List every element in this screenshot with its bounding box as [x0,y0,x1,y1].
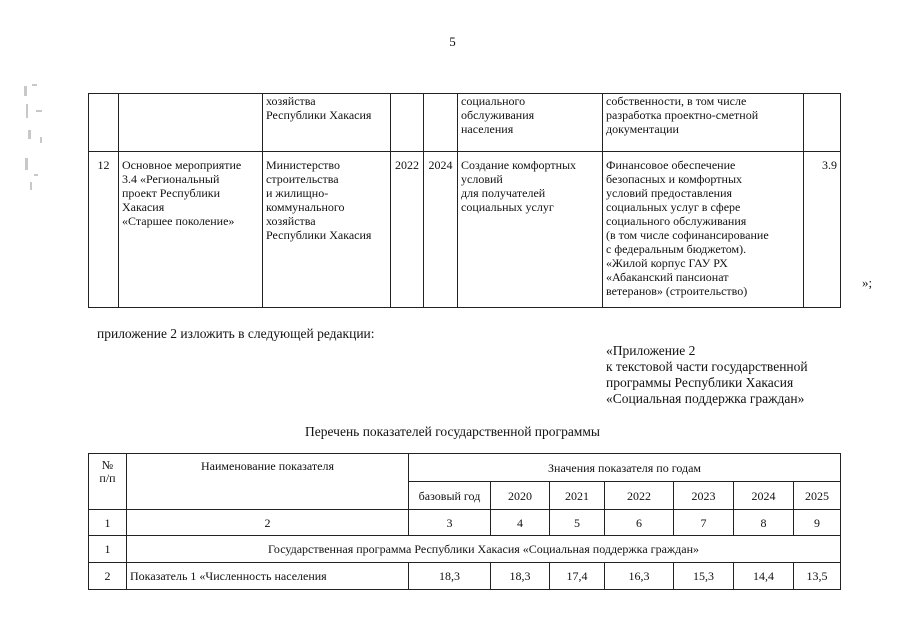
cell-line: социального [461,94,526,108]
cell-line: Министерство [266,158,340,172]
cell-line: условий [461,172,503,186]
cell-line: собственности, в том числе [606,94,747,108]
cell-line: Основное мероприятие [122,158,242,172]
activities-table [88,93,841,308]
table-row [89,152,841,308]
cell-result [458,94,603,152]
cell-line: документации [606,122,679,136]
cell-link [804,94,841,152]
cell-result [458,152,603,308]
cell-line: 3.4 «Региональный [122,172,220,186]
cell-line: хозяйства [266,214,316,228]
page-number: 5 [449,34,456,49]
cell-executor [263,152,391,308]
indicator-row-name: Показатель 1 «Численность населения [127,563,409,590]
indicator-value: 17,4 [550,563,605,590]
appendix-note-line: к текстовой части государственной [606,359,808,374]
column-number: 6 [605,510,674,536]
instruction-text: приложение 2 изложить в следующей редакции: [97,326,375,341]
table-row [89,94,841,152]
cell-line: «Абаканский пансионат [606,270,729,284]
cell-start-year: 2022 [391,152,424,308]
cell-description [603,152,804,308]
cell-line: социального обслуживания [606,214,747,228]
cell-line: Республики Хакасия [266,228,372,242]
cell-link: 3.9 [804,152,841,308]
list-title: Перечень показателей государственной программы [305,424,600,439]
indicator-value: 18,3 [409,563,491,590]
program-row-title: Государственная программа Республики Хакасия «Социальная поддержка граждан» [127,536,841,563]
cell-description [603,94,804,152]
indicator-value: 18,3 [491,563,550,590]
cell-line: Хакасия [122,200,165,214]
cell-line: условий предоставления [606,186,733,200]
column-number: 8 [734,510,794,536]
header-year: базовый год [409,482,491,510]
column-number: 2 [127,510,409,536]
cell-activity [119,152,263,308]
cell-line: и жилищно- [266,186,329,200]
header-values-group: Значения показателя по годам [409,454,841,482]
header-year: 2024 [734,482,794,510]
indicator-row-num: 2 [89,563,127,590]
header-year: 2023 [674,482,734,510]
column-number: 9 [794,510,841,536]
header-year: 2021 [550,482,605,510]
cell-line: строительства [266,172,339,186]
header-num-cell [89,454,127,510]
indicators-table [88,453,841,590]
cell-end-year [424,94,458,152]
cell-line: Создание комфортных [461,158,577,172]
appendix-note-line: «Социальная поддержка граждан» [606,391,805,406]
column-number: 3 [409,510,491,536]
scan-margin-marks [22,82,62,194]
cell-line: социальных услуг [461,200,554,214]
cell-line: обслуживания [461,108,535,122]
cell-line: социальных услуг в сфере [606,200,741,214]
cell-line: ветеранов» (строительство) [606,284,748,298]
cell-line: проект Республики [122,186,221,200]
appendix-note-line: программы Республики Хакасия [606,375,794,390]
cell-line: Республики Хакасия [266,108,372,122]
column-number: 7 [674,510,734,536]
header-num-label: № п/п [99,458,116,485]
cell-activity [119,94,263,152]
cell-line: для получателей [461,186,546,200]
cell-line: «Жилой корпус ГАУ РХ [606,256,728,270]
column-number: 5 [550,510,605,536]
cell-executor [263,94,391,152]
appendix-note-line: «Приложение 2 [606,343,696,358]
cell-line: безопасных и комфортных [606,172,743,186]
program-row-num: 1 [89,536,127,563]
cell-line: «Старшее поколение» [122,214,235,228]
header-year: 2025 [794,482,841,510]
header-year: 2022 [605,482,674,510]
indicator-value: 15,3 [674,563,734,590]
indicator-value: 16,3 [605,563,674,590]
cell-line: населения [461,122,514,136]
indicator-value: 13,5 [794,563,841,590]
appendix-note [606,343,808,407]
cell-num: 12 [89,152,119,308]
column-number: 4 [491,510,550,536]
indicator-value: 14,4 [734,563,794,590]
cell-num [89,94,119,152]
cell-line: хозяйства [266,94,316,108]
cell-end-year: 2024 [424,152,458,308]
header-year: 2020 [491,482,550,510]
cell-line: Финансовое обеспечение [606,158,736,172]
header-name: Наименование показателя [127,454,409,510]
cell-line: разработка проектно-сметной [606,108,759,122]
cell-line: коммунального [266,200,345,214]
cell-line: с федеральным бюджетом). [606,242,747,256]
cell-line: (в том числе софинансирование [606,228,769,242]
column-number: 1 [89,510,127,536]
cell-start-year [391,94,424,152]
closing-quote: »; [862,275,873,290]
